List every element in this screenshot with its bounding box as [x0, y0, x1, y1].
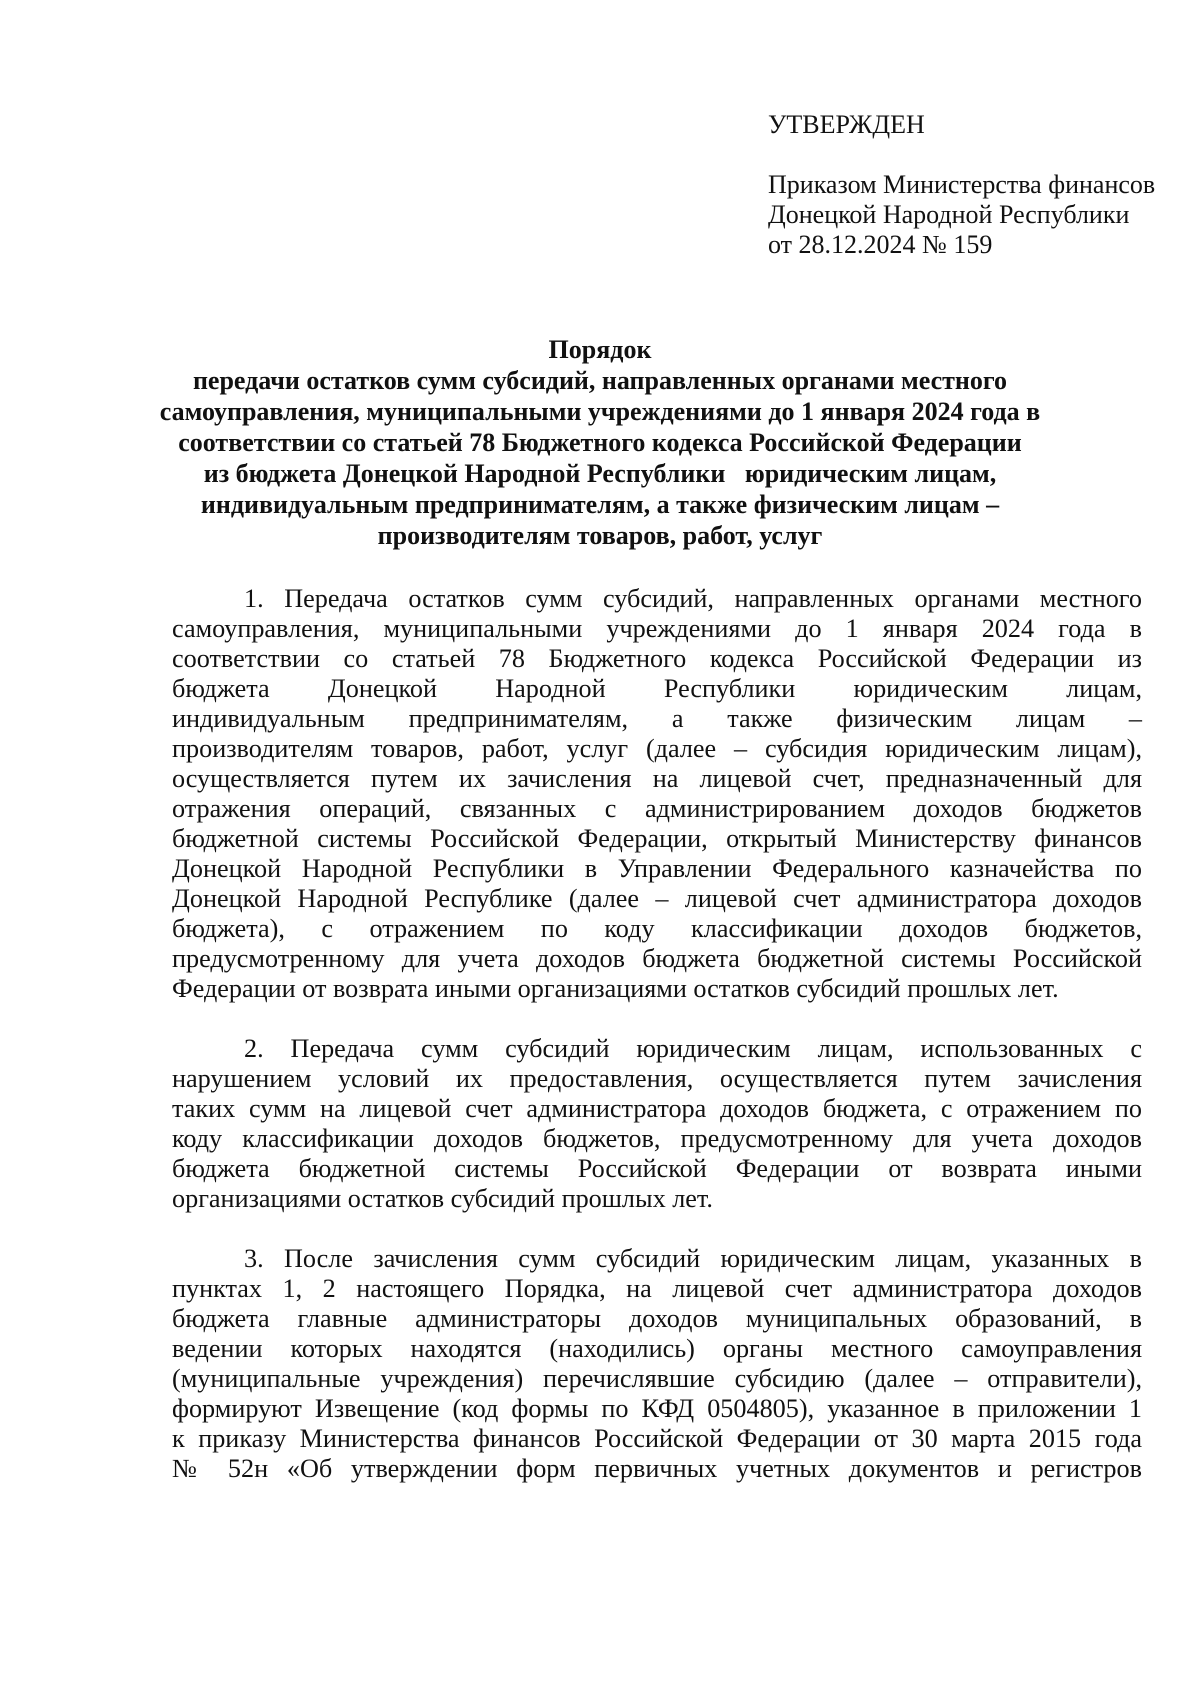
- paragraph-line: осуществляется путем их зачисления на лицевой счет, предназначенный для: [172, 764, 1142, 793]
- paragraph-line: соответствии со статьей 78 Бюджетного кодекса Российской Федерации из: [172, 644, 1142, 673]
- paragraph-line: нарушением условий их предоставления, осуществляется путем зачисления: [172, 1064, 1142, 1093]
- approval-line: от 28.12.2024 № 159: [768, 230, 993, 259]
- paragraph-line: пунктах 1, 2 настоящего Порядка, на лицевой счет администратора доходов: [172, 1274, 1142, 1303]
- paragraph-line: бюджета бюджетной системы Российской Федерации от возврата иными: [172, 1154, 1142, 1183]
- title-line: из бюджета Донецкой Народной Республики юридическим лицам,: [203, 459, 997, 488]
- approval-block: [768, 110, 1168, 260]
- approval-line: Донецкой Народной Республики: [768, 200, 1130, 229]
- paragraph-line: производителям товаров, работ, услуг (далее – субсидия юридическим лицам),: [172, 734, 1142, 763]
- paragraph-1: [172, 584, 1142, 1004]
- approval-heading: УТВЕРЖДЕН: [768, 110, 925, 139]
- paragraph-line: № 52н «Об утверждении форм первичных учетных документов и регистров: [172, 1454, 1142, 1483]
- paragraph-line: бюджета), с отражением по коду классификации доходов бюджетов,: [172, 914, 1142, 943]
- title-line: производителям товаров, работ, услуг: [377, 521, 823, 550]
- paragraph-line: ведении которых находятся (находились) органы местного самоуправления: [172, 1334, 1142, 1363]
- paragraph-line: коду классификации доходов бюджетов, предусмотренному для учета доходов: [172, 1124, 1142, 1153]
- approval-line: Приказом Министерства финансов: [768, 170, 1156, 199]
- paragraph-line: 3. После зачисления сумм субсидий юридическим лицам, указанных в: [244, 1244, 1142, 1273]
- paragraph-line: индивидуальным предпринимателям, а также физическим лицам –: [172, 704, 1142, 733]
- paragraph-line: Федерации от возврата иными организациями остатков субсидий прошлых лет.: [172, 974, 1059, 1003]
- paragraph-line: бюджетной системы Российской Федерации, открытый Министерству финансов: [172, 824, 1142, 853]
- paragraph-line: (муниципальные учреждения) перечислявшие субсидию (далее – отправители),: [172, 1364, 1142, 1393]
- paragraph-line: предусмотренному для учета доходов бюджета бюджетной системы Российской: [172, 944, 1142, 973]
- title-line: соответствии со статьей 78 Бюджетного кодекса Российской Федерации: [178, 428, 1022, 457]
- paragraph-line: 1. Передача остатков сумм субсидий, направленных органами местного: [244, 584, 1142, 613]
- paragraph-line: самоуправления, муниципальными учреждениями до 1 января 2024 года в: [172, 614, 1142, 643]
- paragraph-line: отражения операций, связанных с администрированием доходов бюджетов: [172, 794, 1142, 823]
- paragraph-line: Донецкой Народной Республике (далее – лицевой счет администратора доходов: [172, 884, 1142, 913]
- document-title: [150, 334, 1050, 551]
- title-line: Порядок: [548, 335, 652, 364]
- paragraph-line: организациями остатков субсидий прошлых лет.: [172, 1184, 713, 1213]
- document-body: [172, 584, 1142, 1514]
- paragraph-line: бюджета Донецкой Народной Республики юридическим лицам,: [172, 674, 1142, 703]
- paragraph-line: к приказу Министерства финансов Российской Федерации от 30 марта 2015 года: [172, 1424, 1142, 1453]
- title-line: самоуправления, муниципальными учреждениями до 1 января 2024 года в: [159, 397, 1041, 426]
- title-line: передачи остатков сумм субсидий, направленных органами местного: [192, 366, 1008, 395]
- title-line: индивидуальным предпринимателям, а также физическим лицам –: [200, 490, 1000, 519]
- paragraph-line: бюджета главные администраторы доходов муниципальных образований, в: [172, 1304, 1142, 1333]
- paragraph-2: [172, 1034, 1142, 1214]
- paragraph-3: [172, 1244, 1142, 1484]
- paragraph-line: формируют Извещение (код формы по КФД 0504805), указанное в приложении 1: [172, 1394, 1142, 1423]
- paragraph-line: 2. Передача сумм субсидий юридическим лицам, использованных с: [244, 1034, 1142, 1063]
- paragraph-line: таких сумм на лицевой счет администратора доходов бюджета, с отражением по: [172, 1094, 1142, 1123]
- paragraph-line: Донецкой Народной Республики в Управлении Федерального казначейства по: [172, 854, 1142, 883]
